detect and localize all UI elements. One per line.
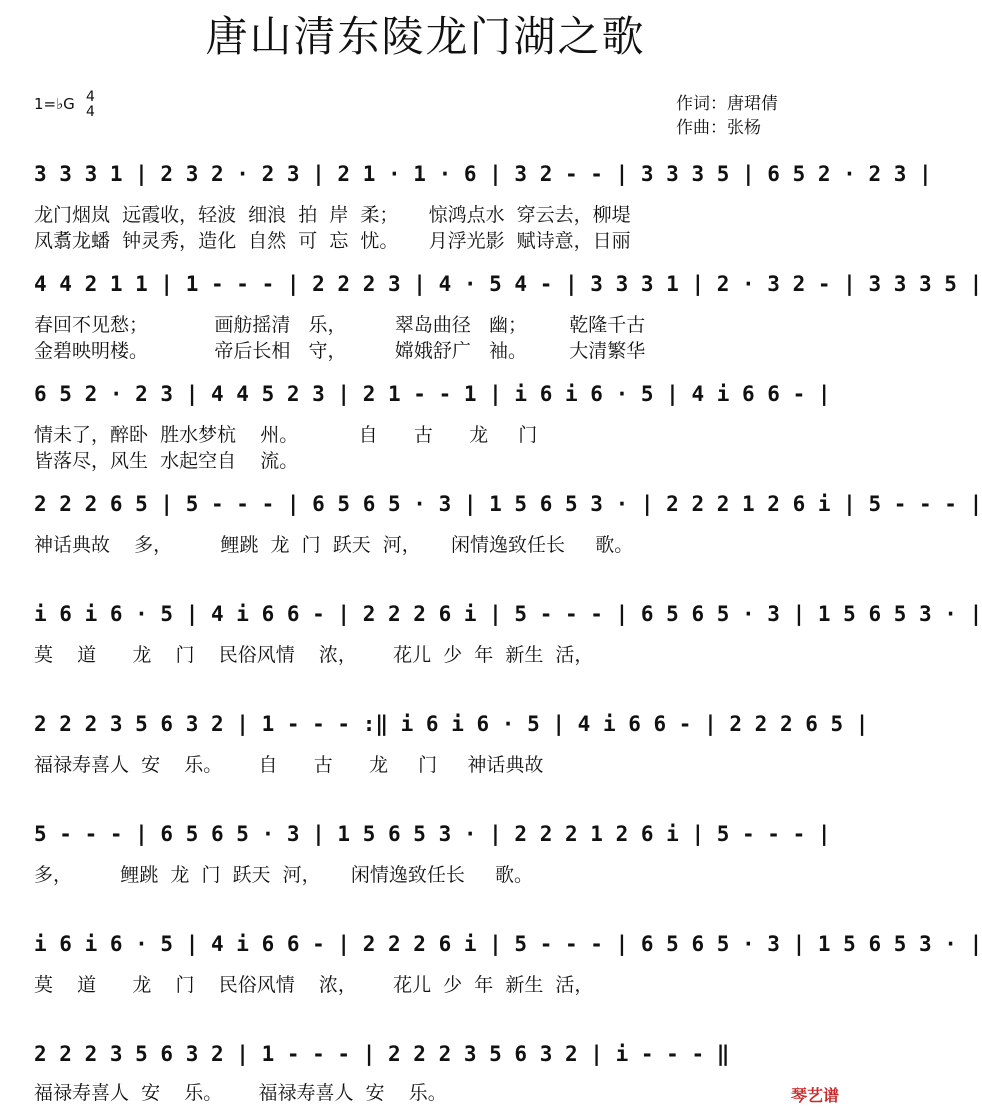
lyric-line: 莫 道 龙 门 民俗风情 浓， 花儿 少 年 新生 活， xyxy=(34,644,594,666)
credits xyxy=(676,92,778,140)
watermark-logo: 琴艺谱 xyxy=(790,1086,839,1105)
lyric-line: 莫 道 龙 门 民俗风情 浓， 花儿 少 年 新生 活， xyxy=(34,974,594,996)
lyric-line: 福禄寿喜人 安 乐。 自 古 龙 门 神话典故 xyxy=(34,754,544,776)
lyric-line: 福禄寿喜人 安 乐。 福禄寿喜人 安 乐。 xyxy=(34,1082,447,1104)
lyric-line: 春回不见愁； 画舫摇清 乐， 翠岛曲径 幽； 乾隆千古 xyxy=(34,314,646,336)
notation-line: 4 4 2 1 1 | 1 - - - | 2 2 2 3 | 4 · 5 4 - | 3 3 3 1 | 2 · 3 2 - | 3 3 3 5 | xyxy=(34,272,982,296)
notation-line: 2 2 2 3 5 6 3 2 | 1 - - - :‖ i 6 i 6 · 5 | 4 i 6 6 - | 2 2 2 6 5 | xyxy=(34,712,869,736)
lyric-line: 多， 鲤跳 龙 门 跃天 河， 闲情逸致任长 歌。 xyxy=(34,864,534,886)
lyric-line: 金碧映明楼。 帝后长相 守， 嫦娥舒广 袖。 大清繁华 xyxy=(34,340,646,362)
notation-line: i 6 i 6 · 5 | 4 i 6 6 - | 2 2 2 6 i | 5 - - - | 6 5 6 5 · 3 | 1 5 6 5 3 · | xyxy=(34,932,982,956)
song-title: 唐山清东陵龙门湖之歌 xyxy=(205,12,646,61)
lyricist: 作词：唐珺倩 xyxy=(676,94,778,114)
lyric-line: 皆落尽，风生 水起空自 流。 xyxy=(34,450,299,472)
notation-line: 6 5 2 · 2 3 | 4 4 5 2 3 | 2 1 - - 1 | i 6 i 6 · 5 | 4 i 6 6 - | xyxy=(34,382,831,406)
lyric-line: 龙门烟岚 远霞收，轻波 细浪 拍 岸 柔； 惊鸿点水 穿云去，柳堤 xyxy=(34,204,631,226)
key-signature: 1=♭G xyxy=(34,95,75,113)
notation-line: i 6 i 6 · 5 | 4 i 6 6 - | 2 2 2 6 i | 5 - - - | 6 5 6 5 · 3 | 1 5 6 5 3 · | xyxy=(34,602,982,626)
notation-line: 3 3 3 1 | 2 3 2 · 2 3 | 2 1 · 1 · 6 | 3 2 - - | 3 3 3 5 | 6 5 2 · 2 3 | xyxy=(34,162,932,186)
notation-line: 2 2 2 3 5 6 3 2 | 1 - - - | 2 2 2 3 5 6 3 2 | i - - - ‖ xyxy=(34,1042,730,1066)
time-signature: 4 4 xyxy=(86,89,95,120)
lyric-line: 神话典故 多， 鲤跳 龙 门 跃天 河， 闲情逸致任长 歌。 xyxy=(34,534,634,556)
composer: 作曲：张杨 xyxy=(676,118,761,138)
lyric-line: 凤翥龙蟠 钟灵秀，造化 自然 可 忘 忧。 月浮光影 赋诗意，日丽 xyxy=(34,230,631,252)
notation-line: 2 2 2 6 5 | 5 - - - | 6 5 6 5 · 3 | 1 5 6 5 3 · | 2 2 2 1 2 6 i | 5 - - - | xyxy=(34,492,982,516)
lyric-line: 情未了，醉卧 胜水梦杭 州。 自 古 龙 门 xyxy=(34,424,538,446)
notation-line: 5 - - - | 6 5 6 5 · 3 | 1 5 6 5 3 · | 2 2 2 1 2 6 i | 5 - - - | xyxy=(34,822,831,846)
